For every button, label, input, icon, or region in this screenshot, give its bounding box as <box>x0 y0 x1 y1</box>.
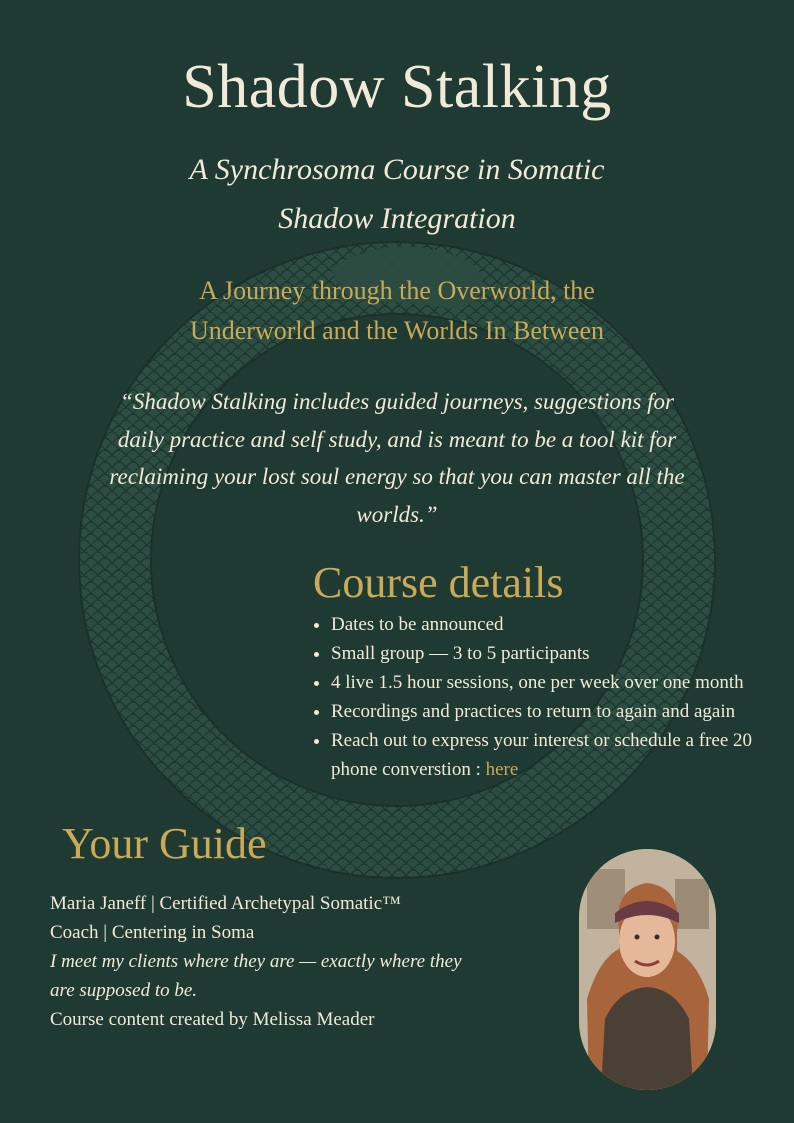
course-details-heading: Course details <box>313 558 564 607</box>
course-details-list <box>313 610 791 784</box>
your-guide-heading: Your Guide <box>62 819 267 868</box>
contact-text: Reach out to express your interest or schedule a free 20 phone converstion : <box>331 730 753 780</box>
list-item: • Dates to be announced <box>331 610 791 639</box>
guide-portrait-photo <box>579 849 716 1090</box>
subtitle-line-2: Shadow Integration <box>278 202 516 235</box>
guide-name-line-1: Maria Janeff | Certified Archetypal Somatic™ <box>50 893 401 914</box>
guide-name-line-2: Coach | Centering in Soma <box>50 922 255 943</box>
journey-line-2: Underworld and the Worlds In Between <box>189 316 605 345</box>
journey-line-1: A Journey through the Overworld, the <box>199 276 595 305</box>
guide-motto: I meet my clients where they are — exactly where they are supposed to be. <box>50 951 462 1001</box>
course-subtitle <box>0 145 794 243</box>
list-item: • Recordings and practices to return to again and again <box>331 697 791 726</box>
contact-here-link[interactable]: here <box>485 759 519 780</box>
list-item: • 4 live 1.5 hour sessions, one per week over one month <box>331 668 791 697</box>
portrait-illustration <box>579 849 716 1090</box>
subtitle-line-1: A Synchrosoma Course in Somatic <box>189 153 605 186</box>
guide-info <box>50 889 480 1034</box>
course-quote: “Shadow Stalking includes guided journeys, suggestions for daily practice and self study, and is meant to be a tool kit for reclaiming your lost soul energy so that you can master all the worlds.” <box>109 389 685 527</box>
course-title: Shadow Stalking <box>182 53 612 121</box>
list-item-contact <box>331 726 791 784</box>
course-credit: Course content created by Melissa Meader <box>50 1009 375 1030</box>
journey-tagline <box>0 271 794 351</box>
list-item: • Small group — 3 to 5 participants <box>331 639 791 668</box>
